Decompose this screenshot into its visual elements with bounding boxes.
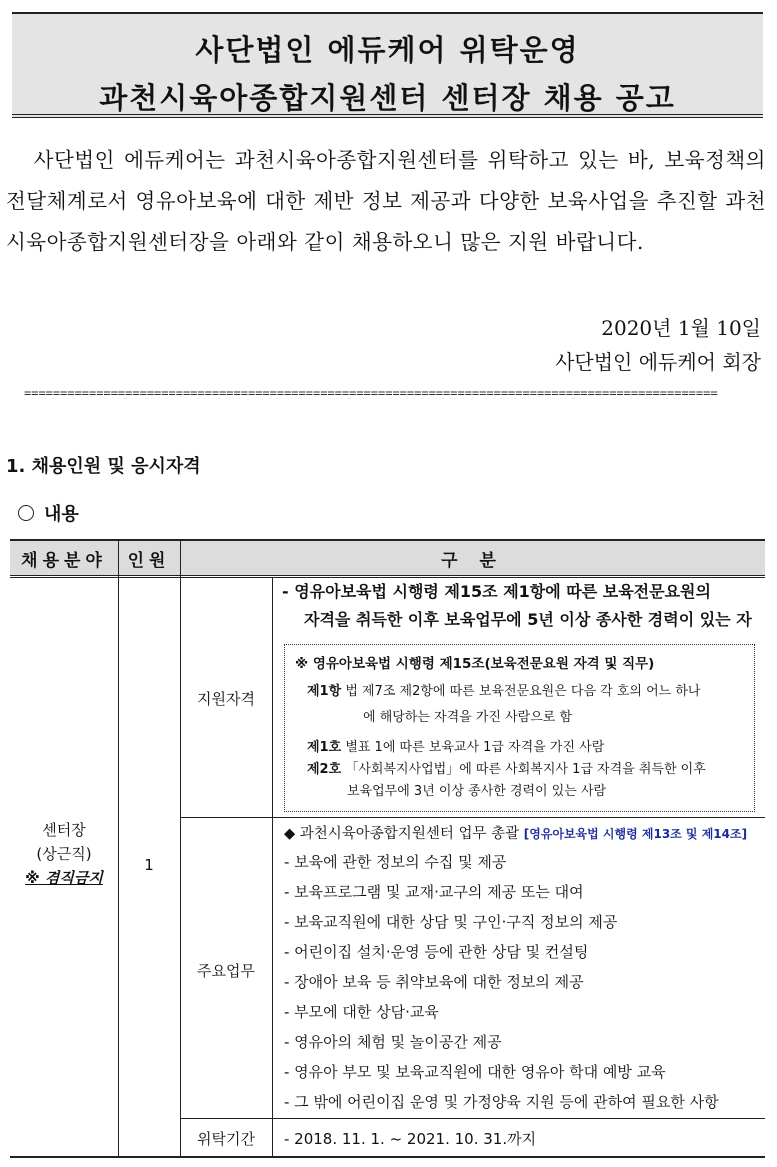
- row-divider-1: [180, 817, 765, 818]
- duty-item: - 보육에 관한 정보의 수집 및 제공: [284, 853, 507, 871]
- col-divider-2: [180, 540, 181, 1157]
- qualification-text: [282, 578, 760, 634]
- field-note: ※ 겸직금지: [25, 869, 103, 887]
- field-cell: [10, 818, 118, 890]
- note-p1-label: 제1항: [307, 684, 342, 699]
- header-field-label: 채용분야: [21, 550, 107, 571]
- notice-signer: 사단법인 에듀케어 회장: [555, 350, 761, 374]
- notice-date: 2020년 1월 10일: [601, 316, 761, 340]
- note-item2-line2: 보육업무에 3년 이상 종사한 경력이 있는 사람: [347, 784, 607, 799]
- duties-heading: [284, 822, 747, 843]
- title-line-2: 과천시육아종합지원센터 센터장 채용 공고: [99, 81, 676, 115]
- field-type: (상근직): [36, 845, 92, 863]
- row-label-period: 위탁기간: [197, 1130, 255, 1148]
- subsection-heading: [18, 500, 79, 526]
- note-item1-text: 별표 1에 따른 보육교사 1급 자격을 가진 사람: [345, 740, 605, 755]
- duty-item: - 장애아 보육 등 취약보육에 대한 정보의 제공: [284, 973, 584, 991]
- row-divider-2: [180, 1118, 765, 1119]
- qualification-line-2: 자격을 취득한 이후 보육업무에 5년 이상 종사한 경력이 있는 자: [304, 610, 752, 629]
- title-banner: [12, 12, 763, 118]
- duty-item: - 영유아의 체험 및 놀이공간 제공: [284, 1033, 502, 1051]
- intro-text: 사단법인 에듀케어는 과천시육아종합지원센터를 위탁하고 있는 바, 보육정책의 전달체계로서 영유아보육에 대한 제반 정보 제공과 다양한 보육사업을 추진할 과천시육아종합지원센터장을 아래와 같이 채용하오니 많은 지원 바랍니다.: [6, 148, 766, 254]
- note-item2-label: 제2호: [307, 762, 342, 777]
- count-cell: 1: [144, 856, 154, 874]
- period-value: - 2018. 11. 1. ~ 2021. 10. 31.까지: [284, 1130, 537, 1148]
- regulation-note-box: [284, 644, 755, 812]
- duty-item: - 부모에 대한 상담·교육: [284, 1003, 439, 1021]
- section-heading: 1. 채용인원 및 응시자격: [6, 456, 201, 477]
- header-count-label: 인원: [127, 550, 171, 571]
- duty-item: - 보육프로그램 및 교재·교구의 제공 또는 대여: [284, 883, 584, 901]
- col-divider-1: [118, 540, 119, 1157]
- duties-heading-text: ◆ 과천시육아종합지원센터 업무 총괄: [284, 826, 520, 842]
- title-line-1: 사단법인 에듀케어 위탁운영: [195, 33, 580, 67]
- note-item-2: [307, 759, 706, 781]
- subsection-label: 내용: [44, 504, 79, 525]
- duty-item: - 영유아 부모 및 보육교직원에 대한 영유아 학대 예방 교육: [284, 1063, 666, 1081]
- header-field: [10, 540, 118, 576]
- note-paragraph-1: [307, 681, 700, 703]
- qualification-line-1: - 영유아보육법 시행령 제15조 제1항에 따른 보육전문요원의: [282, 582, 711, 601]
- note-p1-line1: 법 제7조 제2항에 따른 보육전문요원은 다음 각 호의 어느 하나: [345, 684, 701, 699]
- duty-item: - 그 밖에 어린이집 운영 및 가정양육 지원 등에 관하여 필요한 사항: [284, 1093, 719, 1111]
- duties-reference: [영유아보육법 시행령 제13조 및 제14조]: [523, 827, 748, 841]
- note-p1-line2: 에 해당하는 자격을 가진 사람으로 함: [363, 710, 573, 725]
- duty-item: - 보육교직원에 대한 상담 및 구인·구직 정보의 제공: [284, 913, 618, 931]
- duties-list: [284, 847, 760, 1117]
- col-divider-3: [272, 577, 273, 1157]
- field-title: 센터장: [42, 821, 86, 839]
- circle-bullet-icon: [18, 505, 34, 521]
- duty-item: - 어린이집 설치·운영 등에 관한 상담 및 컨설팅: [284, 943, 589, 961]
- note-item1-label: 제1호: [307, 740, 342, 755]
- note-item-1: [307, 737, 604, 759]
- row-label-qualification: 지원자격: [197, 690, 255, 708]
- intro-paragraph: [6, 140, 766, 263]
- separator-line: ================================================================================================: [24, 386, 718, 400]
- note-item2-line1: 「사회복지사업법」에 따른 사회복지사 1급 자격을 취득한 이후: [345, 762, 706, 777]
- header-category-label: 구 분: [441, 550, 504, 571]
- table-bottom-border: [10, 1156, 765, 1158]
- note-title: ※ 영유아보육법 시행령 제15조(보육전문요원 자격 및 직무): [295, 656, 655, 672]
- table-top-border: [10, 539, 765, 541]
- header-count: [118, 540, 180, 576]
- row-label-duties: 주요업무: [197, 962, 255, 980]
- header-category: [180, 540, 765, 576]
